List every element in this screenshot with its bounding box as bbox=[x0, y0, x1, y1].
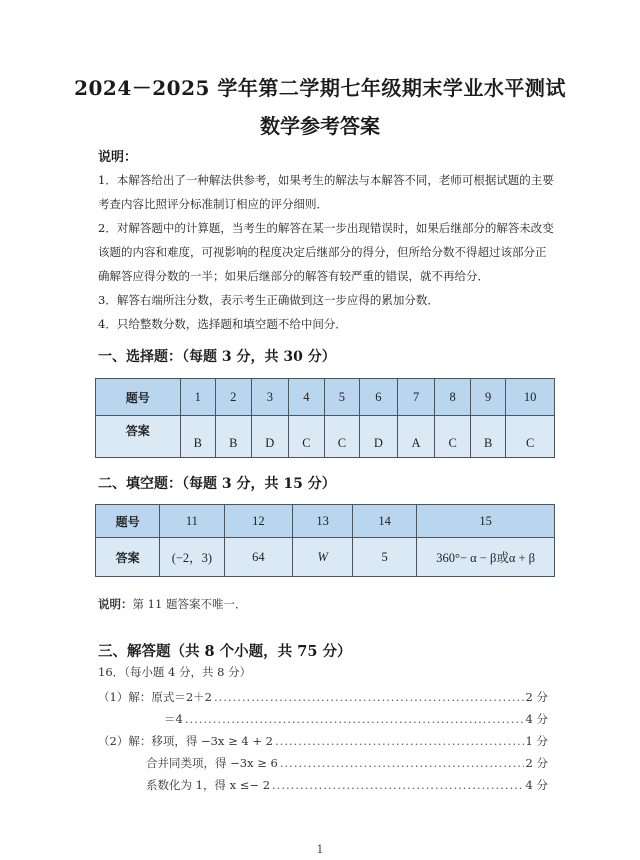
solution-line bbox=[98, 777, 548, 793]
solution-text: ＝4 bbox=[164, 712, 183, 726]
page-number: 1 bbox=[316, 843, 324, 856]
row-label: 答案 bbox=[96, 538, 160, 577]
answer-cell: C bbox=[506, 416, 555, 458]
answer-cell: B bbox=[180, 416, 215, 458]
document-subtitle: 数学参考答案 bbox=[260, 114, 380, 138]
question-number: 7 bbox=[397, 379, 435, 416]
question-number: 3 bbox=[251, 379, 289, 416]
table-row bbox=[96, 538, 555, 577]
solution-score: 2 分 bbox=[525, 690, 548, 704]
table-row bbox=[96, 416, 555, 458]
question-number: 11 bbox=[160, 505, 224, 538]
section2-note bbox=[98, 596, 246, 612]
note-item: 1．本解答给出了一种解法供参考，如果考生的解法与本解答不同，老师可根据试题的主要考查内容比照评分标准制订相应的评分细则． bbox=[98, 173, 554, 211]
question-16-heading bbox=[98, 664, 548, 680]
solution-score: 4 分 bbox=[525, 712, 548, 726]
row-label: 题号 bbox=[96, 379, 181, 416]
solution-text: 合并同类项，得 −3x ≥ 6 bbox=[146, 756, 278, 770]
solution-line bbox=[98, 733, 548, 749]
dot-leader bbox=[280, 756, 524, 770]
fill-in-table bbox=[95, 504, 555, 577]
answer-cell: C bbox=[324, 416, 359, 458]
answer-cell: W bbox=[293, 538, 353, 577]
answer-cell: 360°− α − β或α + β bbox=[417, 538, 555, 577]
solution-score: 2 分 bbox=[525, 756, 548, 770]
question-number: 15 bbox=[417, 505, 555, 538]
question-number: 12 bbox=[224, 505, 293, 538]
notes-list bbox=[98, 168, 554, 336]
solution-text: （1）解：原式＝2＋2 bbox=[98, 690, 212, 704]
note-label: 说明： bbox=[98, 597, 133, 611]
solution-score: 1 分 bbox=[525, 734, 548, 748]
row-label: 题号 bbox=[96, 505, 160, 538]
answer-cell: (−2，3) bbox=[160, 538, 224, 577]
solution-text: （2）解：移项，得 −3x ≥ 4 + 2 bbox=[98, 734, 273, 748]
answer-cell: C bbox=[289, 416, 324, 458]
question-number: 14 bbox=[353, 505, 417, 538]
solution-line bbox=[98, 711, 548, 727]
note-text: 第 11 题答案不唯一． bbox=[132, 597, 247, 611]
dot-leader bbox=[185, 712, 524, 726]
answer-cell: D bbox=[360, 416, 398, 458]
section1-heading: 一、选择题：（每题 3 分，共 30 分） bbox=[98, 349, 336, 365]
question-number: 6 bbox=[360, 379, 398, 416]
dot-leader bbox=[272, 778, 524, 792]
solution-text: 系数化为 1，得 x ≤− 2 bbox=[146, 778, 271, 792]
question-number: 4 bbox=[289, 379, 324, 416]
dot-leader bbox=[214, 690, 524, 704]
question-16-label: 16．（每小题 4 分，共 8 分） bbox=[98, 665, 252, 679]
answer-cell: B bbox=[470, 416, 505, 458]
answer-cell: B bbox=[216, 416, 251, 458]
solution-score: 4 分 bbox=[525, 778, 548, 792]
table-row bbox=[96, 379, 555, 416]
document-title: 2024－2025 学年第二学期七年级期末学业水平测试 bbox=[74, 76, 566, 100]
question-number: 5 bbox=[324, 379, 359, 416]
note-item: 4．只给整数分数，选择题和填空题不给中间分． bbox=[98, 317, 347, 331]
dot-leader bbox=[275, 734, 524, 748]
section2-heading: 二、填空题：（每题 3 分，共 15 分） bbox=[98, 476, 336, 492]
notes-heading: 说明： bbox=[98, 150, 138, 165]
note-item: 2．对解答题中的计算题，当考生的解答在某一步出现错误时，如果后继部分的解答未改变该题的内容和难度，可视影响的程度决定后继部分的得分，但所给分数不得超过该部分正确解答应得分数的一半；如果后继部分的解答有较严重的错误，就不再给分． bbox=[98, 221, 554, 283]
question-number: 10 bbox=[506, 379, 555, 416]
row-label: 答案 bbox=[96, 416, 181, 458]
section3-heading: 三、解答题（共 8 个小题，共 75 分） bbox=[98, 643, 352, 660]
answer-cell: C bbox=[435, 416, 470, 458]
solution-line bbox=[98, 755, 548, 771]
answer-cell: 5 bbox=[353, 538, 417, 577]
question-number: 8 bbox=[435, 379, 470, 416]
question-number: 2 bbox=[216, 379, 251, 416]
answer-cell: 64 bbox=[224, 538, 293, 577]
question-number: 9 bbox=[470, 379, 505, 416]
solution-line bbox=[98, 689, 548, 705]
question-number: 1 bbox=[180, 379, 215, 416]
table-row bbox=[96, 505, 555, 538]
note-item: 3．解答右端所注分数，表示考生正确做到这一步应得的累加分数． bbox=[98, 293, 439, 307]
multiple-choice-table bbox=[95, 378, 555, 458]
question-number: 13 bbox=[293, 505, 353, 538]
answer-cell: D bbox=[251, 416, 289, 458]
answer-cell: A bbox=[397, 416, 435, 458]
